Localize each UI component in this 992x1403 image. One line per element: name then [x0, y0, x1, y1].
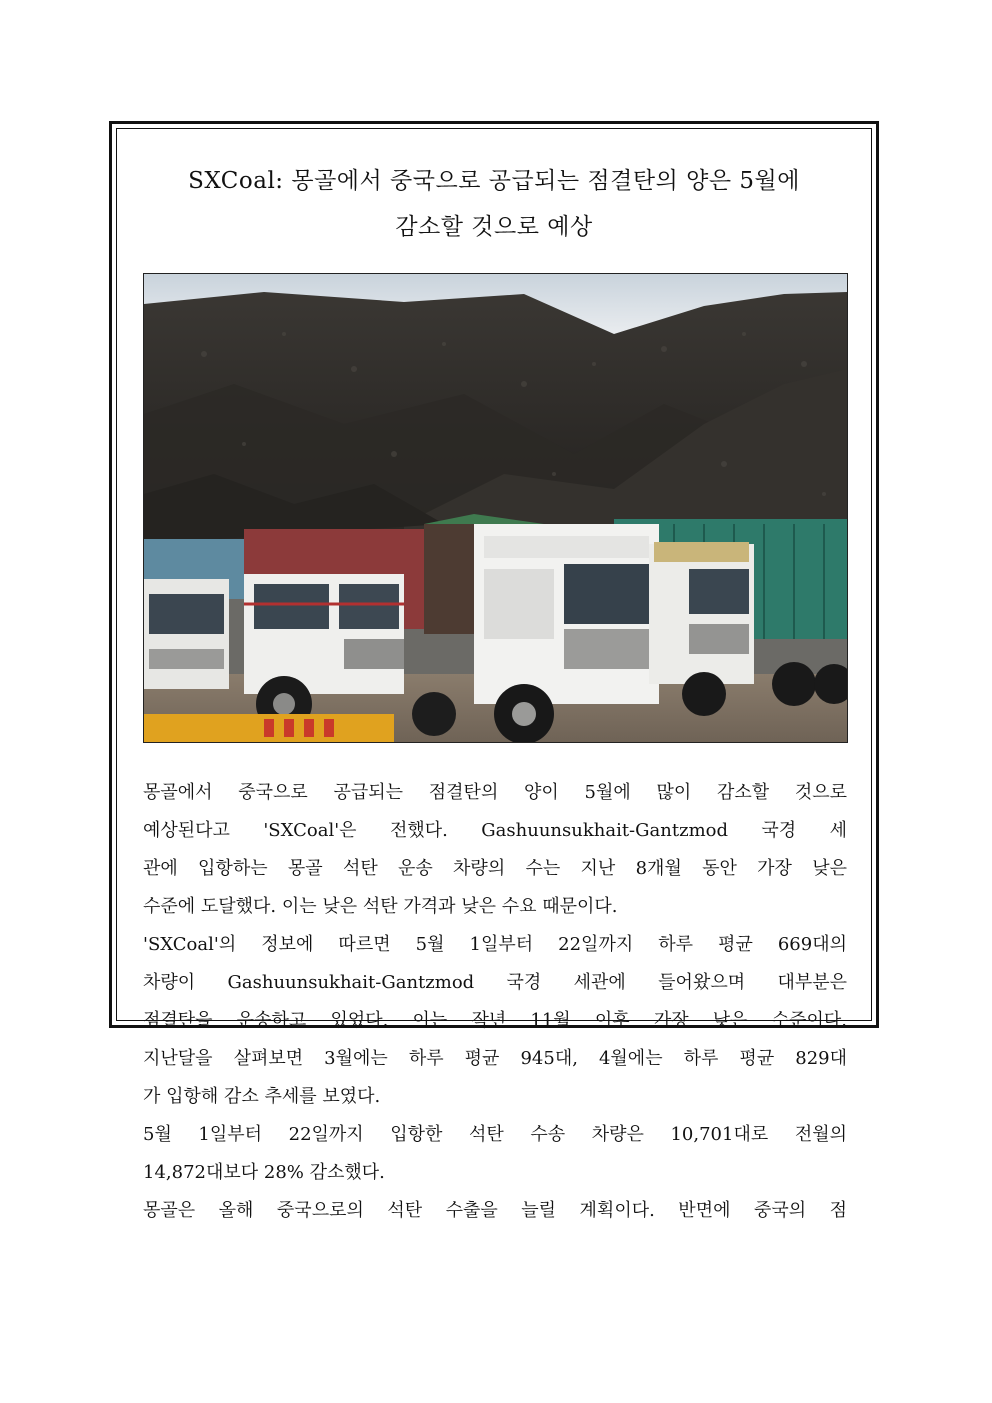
page-border [109, 121, 879, 1221]
body-line: 5월 1일부터 22일까지 입항한 석탄 수송 차량은 10,701대로 전월의 [143, 1124, 847, 1145]
body-line: 차량이 Gashuunsukhait-Gantzmod 국경 세관에 들어왔으며 대부분은 [143, 972, 847, 993]
body-line: 점결탄을 운송하고 있었다. 이는 작년 11월 이후 가장 낮은 수준이다. [143, 1010, 847, 1031]
body-line: 예상된다고 'SXCoal'은 전했다. Gashuunsukhait-Gantzmod 국경 세 [143, 820, 847, 841]
article-photo [143, 273, 848, 743]
article-body [143, 774, 847, 1230]
body-line: 'SXCoal'의 정보에 따르면 5월 1일부터 22일까지 하루 평균 669대의 [143, 934, 847, 955]
coal-trucks-illustration [144, 274, 847, 742]
body-line: 14,872대보다 28% 감소했다. [143, 1162, 385, 1183]
body-line: 몽골은 올해 중국으로의 석탄 수출을 늘릴 계획이다. 반면에 중국의 점 [143, 1200, 847, 1221]
body-line: 가 입항해 감소 추세를 보였다. [143, 1086, 381, 1107]
body-line: 몽골에서 중국으로 공급되는 점결탄의 양이 5월에 많이 감소할 것으로 [143, 782, 847, 803]
title-line-1: SXCoal: 몽골에서 중국으로 공급되는 점결탄의 양은 5월에 [188, 168, 800, 194]
article-title [112, 158, 876, 250]
body-line: 지난달을 살펴보면 3월에는 하루 평균 945대, 4월에는 하루 평균 829대 [143, 1048, 847, 1069]
body-line: 관에 입항하는 몽골 석탄 운송 차량의 수는 지난 8개월 동안 가장 낮은 [143, 858, 847, 879]
title-line-2: 감소할 것으로 예상 [395, 214, 593, 240]
body-line: 수준에 도달했다. 이는 낮은 석탄 가격과 낮은 수요 때문이다. [143, 896, 618, 917]
